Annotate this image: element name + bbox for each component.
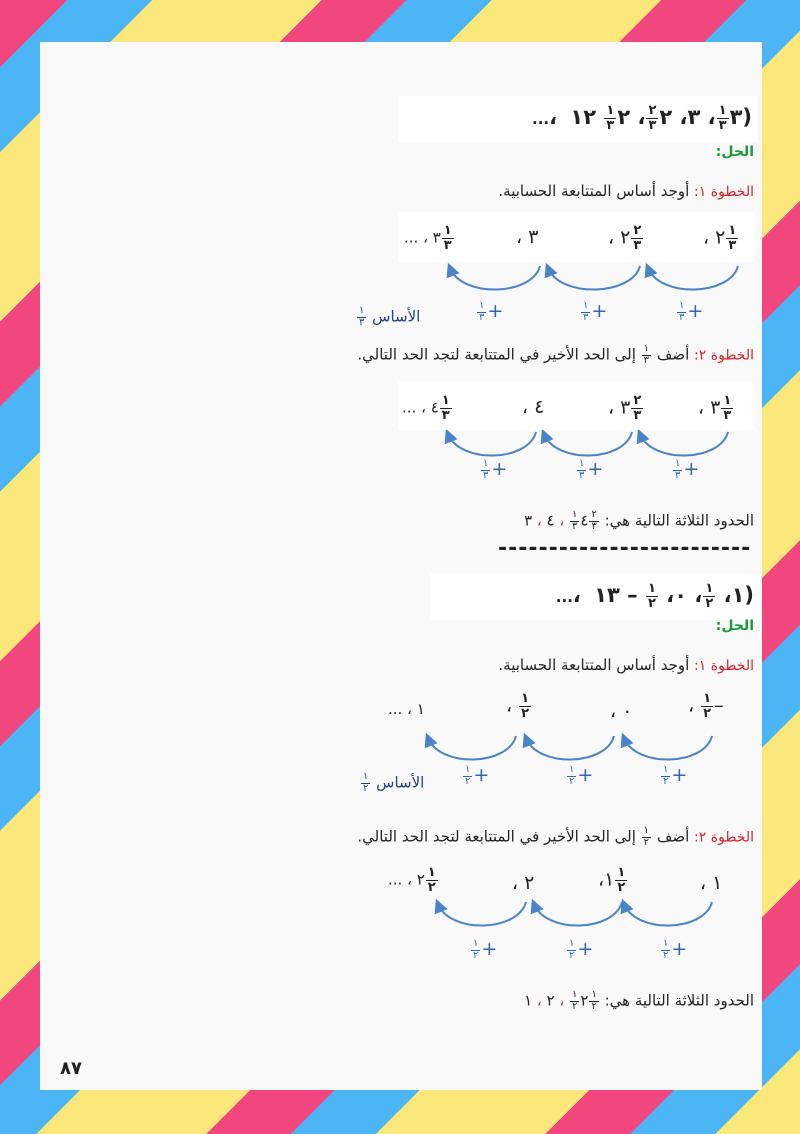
problem-12-header: ...، ٣ $\frac{١}{٣}$ ، ٣، ٢ $\frac{٢}{٣}$ ، ٢ $\frac{١}{٣}$ ١٢) xyxy=(398,96,758,142)
solution-label-12: الحل: xyxy=(715,144,754,160)
problem-13-number: ١٣) xyxy=(594,583,754,607)
page-number: ٨٧ xyxy=(60,1058,82,1079)
sequence-dots: ... xyxy=(532,110,550,128)
p13-next-terms: الحدود الثلاثة التالية هي: ٢ $\frac{١}{٢}$ ، ٢ ، ١ $\frac{١}{٢}$ xyxy=(524,989,754,1012)
p12-step1-terms: ... ، ٣ $\frac{١}{٣}$ ، ٣ ، ٢ $\frac{٢}{٣}$ ، ٢ $\frac{١}{٣}$ xyxy=(398,212,754,262)
p13-step1-terms: ... ، ١ ، $\frac{١}{٢}$ ، ٠ ، $\frac{١}{٢}$ – xyxy=(388,691,724,722)
step2-12: الخطوة ٢: أضف $\frac{١}{٣}$ إلى الحد الأخير في المتتابعة لتجد الحد التالي. xyxy=(357,343,754,366)
divider: ------------------------- xyxy=(498,536,752,561)
step1-label: الخطوة ١: xyxy=(694,184,754,200)
step2-13: الخطوة ٢: أضف $\frac{١}{٢}$ إلى الحد الأخير في المتتابعة لتجد الحد التالي. xyxy=(357,825,754,848)
p12-step2-diff-1: $\frac{١}{٣}$ + xyxy=(675,457,700,481)
p13-step2-diff-1: $\frac{١}{٢}$ + xyxy=(663,937,688,961)
solution-label-13: الحل: xyxy=(715,618,754,634)
problem-13-header: ...، ١، $\frac{١}{٢}$ ، ٠، $\frac{١}{٢}$ – ١٣) xyxy=(430,574,760,620)
p13-step2-terms: ... ، ٢ $\frac{١}{٢}$ ، ٢ ،١ $\frac{١}{٢}$ ، ١ xyxy=(388,865,723,895)
p13-step1-diff-3: $\frac{١}{٢}$ + xyxy=(465,763,490,787)
p13-step2-diff-2: $\frac{١}{٢}$ + xyxy=(569,937,594,961)
p12-step2-diff-3: $\frac{١}{٣}$ + xyxy=(483,457,508,481)
p12-step2-terms: ... ، ٤ $\frac{١}{٣}$ ، ٤ ، ٣ $\frac{٢}{٣}$ ، ٣ $\frac{١}{٣}$ xyxy=(398,382,754,430)
p12-step1-diff-1: $\frac{١}{٣}$ + xyxy=(679,299,704,323)
p13-step2-diff-3: $\frac{١}{٢}$ + xyxy=(473,937,498,961)
p12-step2-diff-2: $\frac{١}{٣}$ + xyxy=(579,457,604,481)
p12-step1-diff-2: $\frac{١}{٣}$ + xyxy=(583,299,608,323)
p12-step1-diff-3: $\frac{١}{٣}$ + xyxy=(479,299,504,323)
p12-base: $\frac{١}{٣}$ الأساس xyxy=(359,305,421,328)
p13-base: $\frac{١}{٢}$ الأساس xyxy=(363,771,425,794)
p12-next-terms: الحدود الثلاثة التالية هي: ٤ $\frac{١}{٣}$ ، ٤ ، ٣ $\frac{٢}{٣}$ xyxy=(524,509,754,532)
problem-12-number: ١٢) xyxy=(570,105,752,129)
p13-step1-diff-2: $\frac{١}{٢}$ + xyxy=(569,763,594,787)
step1-13: الخطوة ١: أوجد أساس المتتابعة الحسابية. xyxy=(498,656,754,674)
p13-step1-diff-1: $\frac{١}{٢}$ + xyxy=(663,763,688,787)
step1-text: أوجد أساس المتتابعة الحسابية. xyxy=(498,182,690,200)
